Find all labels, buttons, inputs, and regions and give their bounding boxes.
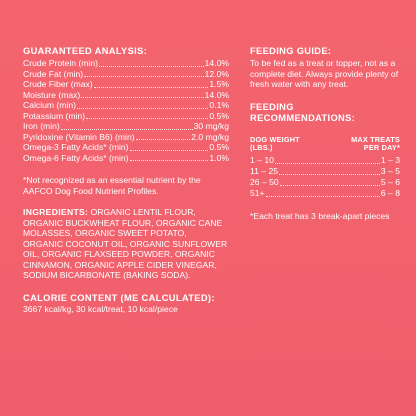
analysis-row: Calcium (min) 0.1% (23, 100, 229, 110)
feeding-guide-text: To be fed as a treat or topper, not as a complete diet. Always provide plenty of fresh water with any treat. (250, 58, 399, 89)
feeding-table-header (250, 136, 400, 153)
max-treats-column-header: MAX TREATS PER DAY* (351, 134, 400, 152)
right-column (250, 46, 400, 222)
left-column (23, 46, 229, 314)
analysis-row: Potassium (min) 0.5% (23, 110, 229, 121)
analysis-row: Crude Protein (min) 14.0% (23, 58, 229, 68)
feeding-guide-heading: FEEDING GUIDE: (250, 46, 332, 56)
analysis-row: Crude Fat (min) 12.0% (23, 68, 229, 79)
dog-weight-column-header: DOG WEIGHT (LBS.) (250, 134, 300, 152)
analysis-row: Omega-3 Fatty Acids* (min) 0.5% (23, 142, 229, 152)
analysis-row: Pyridoxine (Vitamin B6) (min) 2.0 mg/kg (23, 131, 229, 142)
ingredients-text: ORGANIC LENTIL FLOUR, ORGANIC BUCKWHEAT FLOUR, ORGANIC CANE MOLASSES, ORGANIC SWEET POTATO, ORGANIC COCONUT OIL, ORGANIC SUNFLOWER OIL, ORGANIC FLAXSEED POWDER, ORGANIC CINNAMON, ORGANIC APPLE CIDER VINEGAR, SODIUM BICARBONATE (BAKING SODA). (23, 207, 228, 280)
aafco-footnote: *Not recognized as an essential nutrient by the AAFCO Dog Food Nutrient Profiles. (23, 175, 201, 196)
analysis-row: Moisture (max) 14.0% (23, 89, 229, 100)
analysis-row: Omega-6 Fatty Acids* (min) 1.0% (23, 152, 229, 163)
feeding-table-row: 1 – 10 1 – 3 (250, 154, 400, 165)
feeding-table-row: 26 – 50 5 – 6 (250, 176, 400, 187)
calorie-content-text: 3667 kcal/kg, 30 kcal/treat, 10 kcal/piece (23, 303, 178, 314)
feeding-recommendations-heading: FEEDING RECOMMENDATIONS: (250, 101, 356, 123)
ingredients-label: INGREDIENTS: (23, 207, 89, 217)
guaranteed-analysis-heading: GUARANTEED ANALYSIS: (23, 46, 148, 56)
feeding-table-rows (250, 155, 400, 200)
analysis-row: Crude Fiber (max) 1.5% (23, 79, 229, 89)
analysis-row: Iron (min) 30 mg/kg (23, 121, 229, 131)
ingredients-block (23, 207, 229, 281)
feeding-table-row: 11 – 25 3 – 5 (250, 165, 400, 176)
calorie-content-heading: CALORIE CONTENT (ME CALCULATED): (23, 292, 215, 303)
treat-pieces-footnote: *Each treat has 3 break-apart pieces (250, 211, 390, 222)
guaranteed-analysis-list (23, 58, 229, 163)
feeding-table-row: 51+ 6 – 8 (250, 188, 400, 199)
